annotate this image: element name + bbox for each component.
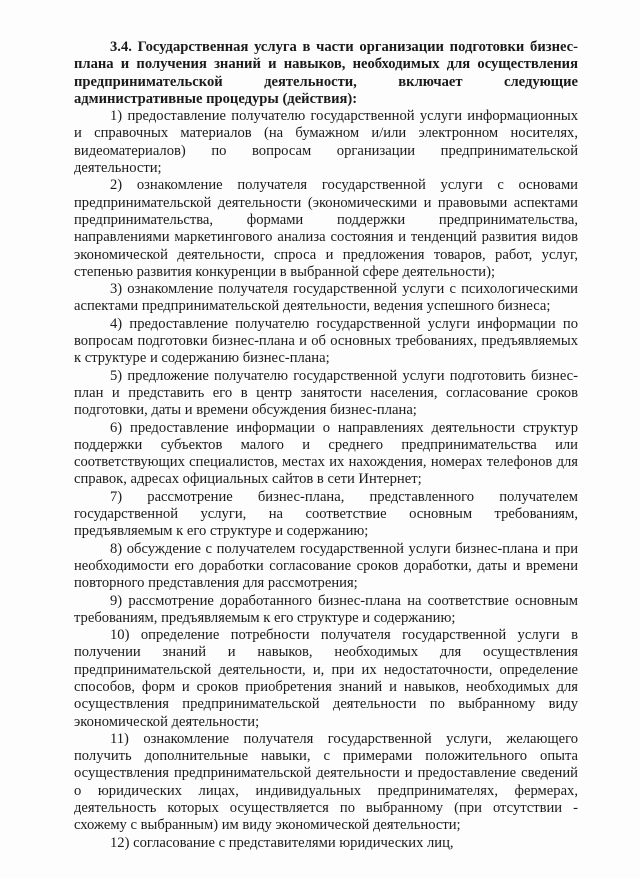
document-body: [74, 39, 578, 852]
list-item-2: 2) ознакомление получателя государственной услуги с основами предпринимательской деятельности (экономическими и правовыми аспектами предпринимательства, формами поддержки предпринимательства, направлениями маркетингового анализа состояния и тенденций развития видов экономической деятельности, спроса и предложения товаров, работ, услуг, степенью развития конкуренции в выбранной сфере деятельности);: [74, 177, 578, 280]
list-item-12: 12) согласование с представителями юридических лиц,: [110, 834, 454, 851]
list-item-9: 9) рассмотрение доработанного бизнес-плана на соответствие основным требованиям, предъявляемым к его структуре и содержанию;: [74, 592, 578, 626]
list-item-1: 1) предоставление получателю государственной услуги информационных и справочных материалов (на бумажном и/или электронном носителях, видеоматериалов) по вопросам организации предпринимательской деятельности;: [74, 108, 578, 177]
list-item-11: 11) ознакомление получателя государственной услуги, желающего получить дополнительные навыки, с примерами положительного опыта осуществления предпринимательской деятельности и предоставление сведений о юридических лицах, индивидуальных предпринимателях, фермерах, деятельность которых осуществляется по выбранному (при отсутствии - схожему с выбранным) им виду экономической деятельности;: [74, 730, 578, 834]
list-item-4: 4) предоставление получателю государственной услуги информации по вопросам подготовки бизнес-плана и об основных требованиях, предъявляемых к структуре и содержанию бизнес-плана;: [74, 315, 578, 367]
section-heading: 3.4. Государственная услуга в части организации подготовки бизнес-плана и получения знаний и навыков, необходимых для осуществления предпринимательской деятельности, включает следующие административные процедуры (действия):: [74, 39, 578, 107]
list-item-3: 3) ознакомление получателя государственной услуги с психологическими аспектами предпринимательской деятельности, ведения успешного бизнеса;: [74, 281, 578, 315]
list-item-8: 8) обсуждение с получателем государственной услуги бизнес-плана и при необходимости его доработки согласование сроков доработки, даты и времени повторного представления для рассмотрения;: [74, 540, 578, 592]
list-item-5: 5) предложение получателю государственной услуги подготовить бизнес-план и представить его в центр занятости населения, согласование сроков подготовки, даты и времени обсуждения бизнес-плана;: [74, 367, 578, 419]
list-item-6: 6) предоставление информации о направлениях деятельности структур поддержки субъектов малого и среднего предпринимательства или соответствующих специалистов, местах их нахождения, номерах телефонов для справок, адресах официальных сайтов в сети Интернет;: [74, 419, 578, 488]
list-item-10: 10) определение потребности получателя государственной услуги в получении знаний и навыков, необходимых для осуществления предпринимательской деятельности, и, при их недостаточности, определение способов, форм и сроков приобретения знаний и навыков, необходимых для осуществления предпринимательской деятельности по выбранному виду экономической деятельности;: [74, 627, 578, 730]
list-item-7: 7) рассмотрение бизнес-плана, представленного получателем государственной услуги, на соответствие основным требованиям, предъявляемым к его структуре и содержанию;: [74, 488, 578, 540]
